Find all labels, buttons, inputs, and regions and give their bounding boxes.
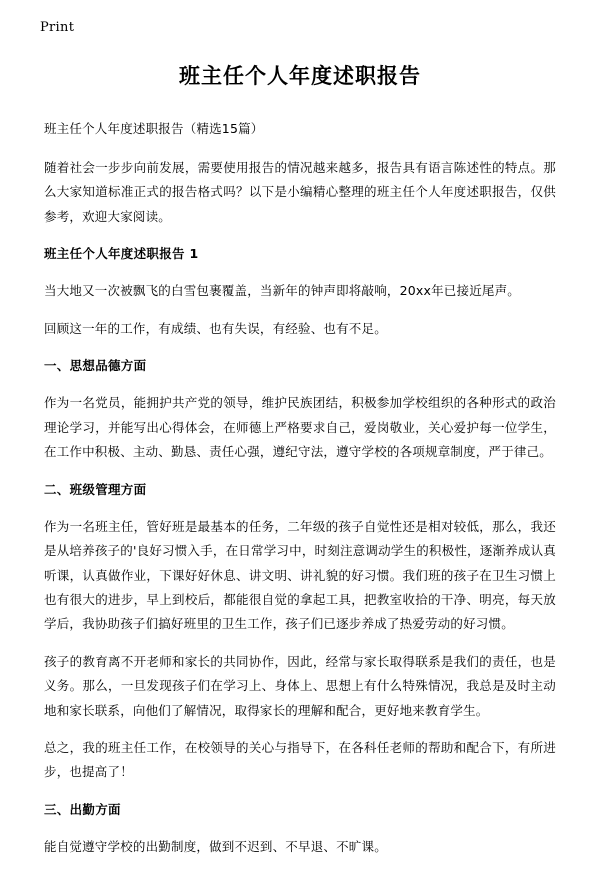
section-heading: 二、班级管理方面 (44, 481, 147, 497)
paragraph: 回顾这一年的工作，有成绩、也有失误，有经验、也有不足。 (44, 320, 387, 336)
paragraph: 作为一名班主任，管好班是最基本的任务，二年级的孩子自觉性还是相对较低，那么，我还是从培养孩子的'良好习惯入手，在日常学习中，时刻注意调动学生的积极性，逐渐养成认真听课，认真做作业，下课好好休息、讲文明、讲礼貌的好习惯。我们班的孩子在卫生习惯上也有很大的进步，早上到校后，都能很自觉的拿起工具，把教室收拾的干净、明亮，每天放学后，我协助孩子们搞好班里的卫生工作，孩子们已逐步养成了热爱劳动的好习惯。 (44, 518, 556, 632)
print-button[interactable]: Print (40, 20, 75, 35)
document-body (44, 62, 556, 872)
section-heading: 三、出勤方面 (44, 801, 121, 817)
paragraph: 孩子的教育离不开老师和家长的共同协作，因此，经常与家长取得联系是我们的责任，也是义务。那么，一旦发现孩子们在学习上、身体上、思想上有什么特殊情况，我总是及时主动地和家长联系，向他们了解情况，取得家长的理解和配合，更好地来教育学生。 (44, 653, 556, 718)
paragraph: 作为一名党员，能拥护共产党的领导，维护民族团结，积极参加学校组织的各种形式的政治理论学习，并能写出心得体会，在师德上严格要求自己，爱岗敬业，关心爱护每一位学生，在工作中积极、主动、勤恳、责任心强，遵纪守法，遵守学校的各项规章制度，严于律己。 (44, 395, 556, 460)
page-title: 班主任个人年度述职报告 (179, 64, 421, 88)
document-intro: 随着社会一步步向前发展，需要使用报告的情况越来越多，报告具有语言陈述性的特点。那么大家知道标准正式的报告格式吗？以下是小编精心整理的班主任个人年度述职报告，仅供参考，欢迎大家阅读。 (44, 159, 556, 224)
section-heading: 一、思想品德方面 (44, 358, 147, 374)
paragraph: 当大地又一次被飘飞的白雪包裹覆盖，当新年的钟声即将敲响，20xx年已接近尾声。 (44, 283, 521, 299)
paragraph: 能自觉遵守学校的出勤制度，做到不迟到、不早退、不旷课。 (44, 839, 387, 855)
section-heading: 班主任个人年度述职报告 1 (44, 245, 199, 261)
paragraph: 总之，我的班主任工作，在校领导的关心与指导下，在各科任老师的帮助和配合下，有所进步，也提高了！ (44, 739, 556, 780)
document-subtitle: 班主任个人年度述职报告（精选15篇） (44, 121, 264, 137)
